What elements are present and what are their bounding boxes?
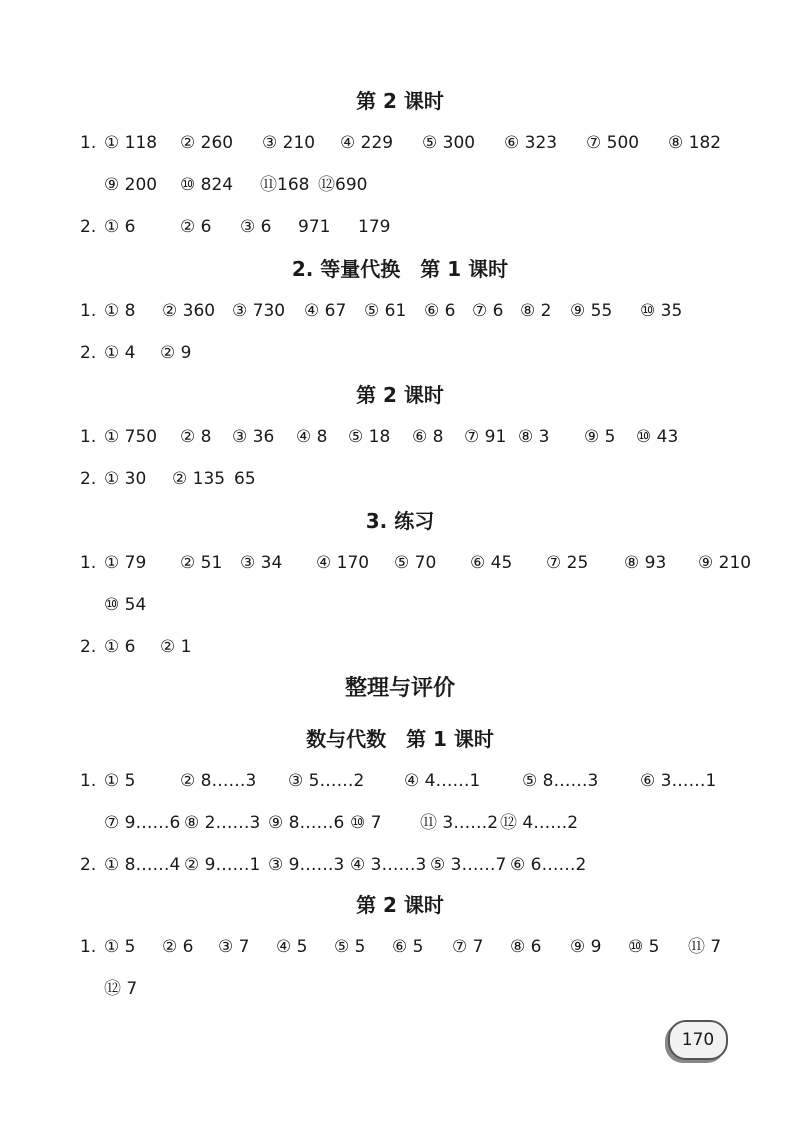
answer-line [80,128,740,158]
answer-item: ④ 67 [304,301,347,321]
answer-item: 179 [358,217,391,237]
section-title: 第 2 课时 [356,383,444,407]
answer-item: ⑥ 323 [504,133,558,153]
answer-item: ② 135 [172,469,226,489]
answer-line [80,464,740,494]
answer-item: ⑩ 824 [180,175,234,195]
answer-item: ③ 36 [232,427,275,447]
answer-line [80,590,740,620]
answer-item: ⑤ 5 [334,937,366,957]
answer-item: ② 360 [162,301,216,321]
question-number: 2. [80,217,97,237]
answer-line [80,850,740,880]
question-number: 1. [80,771,97,791]
answer-item: ① 30 [104,469,147,489]
answer-item: ⑦ 9……6 [104,813,181,833]
answer-item: ⑪168 [260,175,310,195]
question-number: 1. [80,427,97,447]
section-title: 第 2 课时 [356,89,444,113]
answer-item: ③ 7 [218,937,250,957]
answer-item: ④ 229 [340,133,394,153]
answer-line [80,422,740,452]
answer-item: ③ 730 [232,301,286,321]
answer-item: ⑩ 54 [104,595,147,615]
answer-line [80,170,740,200]
answer-item: ⑨ 200 [104,175,158,195]
answer-item: ⑨ 8……6 [268,813,345,833]
answer-item: ⑨ 55 [570,301,613,321]
question-number: 1. [80,937,97,957]
answer-item: ⑤ 18 [348,427,391,447]
answer-item: ⑦ 7 [452,937,484,957]
section-title: 整理与评价 [344,676,455,701]
answer-item: ⑨ 210 [698,553,752,573]
section-title: 2. 等量代换 第 1 课时 [291,257,509,281]
answer-item: ⑫ 7 [104,979,138,999]
answer-item: ⑧ 182 [668,133,722,153]
answer-item: ① 750 [104,427,158,447]
answer-item: ⑩ 43 [636,427,679,447]
section-title: 数与代数 第 1 课时 [306,727,494,751]
answer-item: ① 5 [104,937,136,957]
answer-item: ⑩ 5 [628,937,660,957]
answer-item: ⑥ 45 [470,553,513,573]
answer-item: ⑥ 8 [412,427,444,447]
answer-item: ② 1 [160,637,192,657]
answer-item: ⑩ 35 [640,301,683,321]
answer-item: ① 6 [104,217,136,237]
question-number: 1. [80,553,97,573]
answer-item: ① 5 [104,771,136,791]
answer-line [80,932,740,962]
answer-item: ⑤ 8……3 [522,771,599,791]
answer-item: ⑥ 6 [424,301,456,321]
answer-item: ④ 3……3 [350,855,427,875]
answer-item: ⑤ 300 [422,133,476,153]
answer-item: ⑦ 25 [546,553,589,573]
answer-item: ⑪ 3……2 [420,813,499,833]
answer-item: ② 51 [180,553,223,573]
answer-item: ② 9 [160,343,192,363]
answer-item: ⑩ 7 [350,813,382,833]
question-number: 2. [80,343,97,363]
answer-line [80,212,740,242]
answer-item: ⑧ 2 [520,301,552,321]
answer-item: ① 4 [104,343,136,363]
answer-item: ① 6 [104,637,136,657]
answer-item: ③ 34 [240,553,283,573]
question-number: 1. [80,133,97,153]
answer-item: ⑧ 2……3 [184,813,261,833]
answer-item: ⑤ 3……7 [430,855,507,875]
answer-line [80,974,740,1004]
question-number: 2. [80,469,97,489]
answer-item: ⑫ 4……2 [500,813,579,833]
question-number: 2. [80,855,97,875]
answer-item: ⑨ 9 [570,937,602,957]
answer-item: ② 260 [180,133,234,153]
answer-item: ② 6 [162,937,194,957]
answer-item: ③ 6 [240,217,272,237]
answer-item: ⑦ 500 [586,133,640,153]
answer-item: ③ 5……2 [288,771,365,791]
answer-item: ⑤ 70 [394,553,437,573]
answer-item: ② 6 [180,217,212,237]
answer-item: ④ 170 [316,553,370,573]
question-number: 2. [80,637,97,657]
answer-item: ⑫690 [318,175,368,195]
answer-item: ① 8……4 [104,855,181,875]
answer-item: ① 8 [104,301,136,321]
answer-item: ③ 210 [262,133,316,153]
page-number: 170 [668,1020,728,1060]
answer-item: ③ 9……3 [268,855,345,875]
answer-item: ⑧ 93 [624,553,667,573]
answer-item: ⑦ 91 [464,427,507,447]
answer-item: ⑧ 6 [510,937,542,957]
section-title: 3. 练习 [365,509,435,533]
answer-item: ⑥ 5 [392,937,424,957]
answer-item: ② 8……3 [180,771,257,791]
answer-line [80,632,740,662]
answer-item: ⑥ 6……2 [510,855,587,875]
answer-item: ⑤ 61 [364,301,407,321]
answer-line [80,548,752,578]
answer-item: ④ 8 [296,427,328,447]
answer-item: ② 8 [180,427,212,447]
section-title: 第 2 课时 [356,893,444,917]
answer-item: ⑨ 5 [584,427,616,447]
answer-item: ⑪ 7 [688,937,722,957]
answer-line [80,296,740,326]
answer-item: 971 [298,217,331,237]
answer-line [80,338,740,368]
question-number: 1. [80,301,97,321]
answer-item: 65 [234,469,256,489]
answer-item: ⑥ 3……1 [640,771,717,791]
answer-item: ④ 4……1 [404,771,481,791]
answer-line [80,766,740,796]
answer-item: ② 9……1 [184,855,261,875]
answer-line [80,808,740,838]
answer-item: ① 118 [104,133,158,153]
answer-item: ⑦ 6 [472,301,504,321]
answer-item: ④ 5 [276,937,308,957]
answer-item: ⑧ 3 [518,427,550,447]
answer-item: ① 79 [104,553,147,573]
